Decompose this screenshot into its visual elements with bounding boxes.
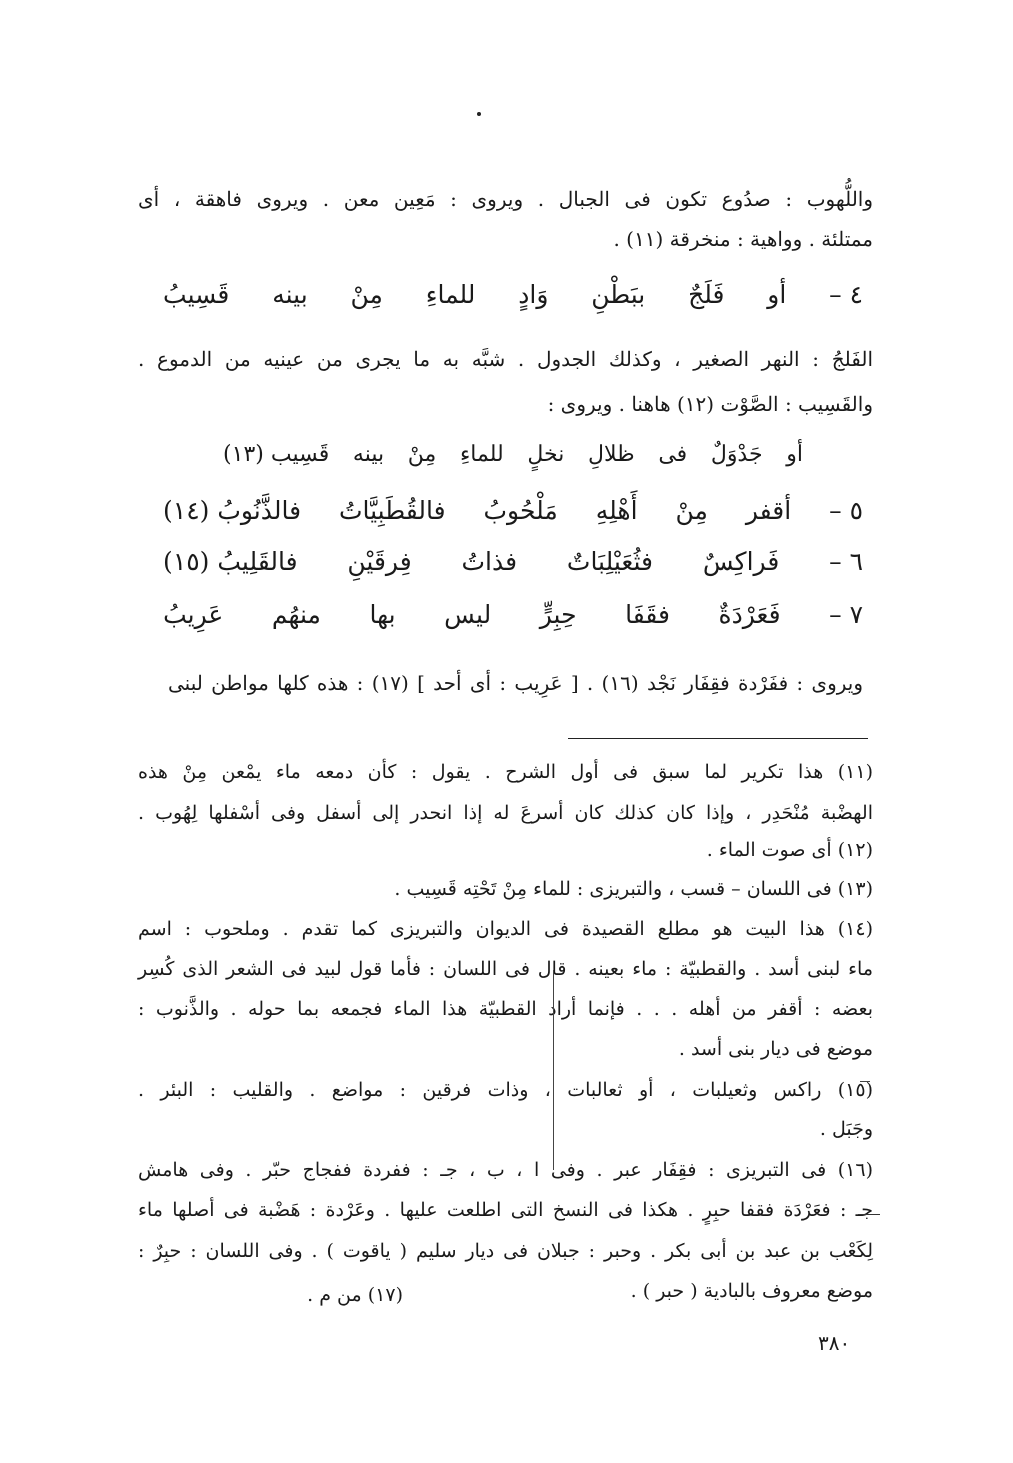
footnote-line: لِكَعْب بن عبد بن أبى بكر . وحبر : جبلان فى ديار سليم ( ياقوت ) . وفى اللسان : حبِرٌ : [138, 1240, 873, 1262]
verse-5 [163, 494, 863, 528]
footnote-line: (١١) هذا تكرير لما سبق فى أول الشرح . يقول : كأن دمعه ماء يمْعن مِنْ هذه [138, 761, 873, 783]
verse-word: قَسِيبُ [163, 280, 230, 309]
verse-7 [163, 598, 863, 632]
verse-word: فقَفَا [625, 600, 670, 629]
verse-word: ليس [444, 600, 492, 629]
verse-word: جَدْوَلٌ [710, 442, 763, 467]
verse-word: فثُعَيْلِبَاتٌ [566, 547, 653, 576]
verse-word: أو [767, 280, 787, 309]
body-line: والقَسِيب : الصَّوْت (١٢) هاهنا . ويروى : [547, 392, 873, 416]
verse-word: ٦ – [829, 547, 863, 576]
verse-word: للماءِ [425, 280, 476, 309]
body-line: الفَلجُ : النهر الصغير ، وكذلك الجدول . شبَّه به ما يجرى من عينيه من الدموع . [138, 347, 873, 371]
footnote-line: جـ : فعَرْدَة فقفا حبِرٍ . هكذا فى النسخ التى اطلعت عليها . وعَرْدة : هَضْبة فى أصلها ماء [138, 1199, 873, 1221]
verse-word: أو [786, 442, 803, 467]
footnote-line: (١٤) هذا البيت هو مطلع القصيدة فى الديوان والتبريزى كما تقدم . وملحوب : اسم [138, 918, 873, 940]
margin-tick [860, 1081, 870, 1082]
footnote-line: وجَبَل . [819, 1118, 873, 1140]
footnote-line: موضع فى ديار بنى أسد . [678, 1038, 873, 1060]
verse-word: بينه [352, 442, 385, 467]
verse-word: بينه [272, 280, 308, 309]
verse-6 [163, 545, 863, 579]
stray-dot [477, 112, 481, 116]
verse-4 [163, 278, 863, 312]
page-number: ٣٨٠ [818, 1331, 851, 1355]
verse-variant [223, 438, 803, 472]
verse-word: ببَطْنِ [591, 280, 646, 309]
verse-word: أَهْلِهِ [595, 496, 638, 525]
verse-word: عَرِيبُ [163, 600, 224, 629]
footnote-line: (١٣) فى اللسان – قسب ، والتبريزى : للماء مِنْ تَحْتِه قَسِيب . [394, 878, 873, 900]
verse-word: مِنْ [350, 280, 383, 309]
verse-word: للماءِ [459, 442, 504, 467]
verse-word: ٤ – [829, 280, 863, 309]
footnote-separator [568, 738, 868, 739]
body-line: واللُّهوب : صدُوع تكون فى الجبال . ويروى : مَعِين معن . ويروى فاهقة ، أى [138, 187, 873, 211]
margin-rule [553, 970, 554, 1170]
verse-word: مِنْ [675, 496, 708, 525]
footnote-line: (١٧) من م . [307, 1284, 403, 1306]
body-line: ويروى : ففَرْدة فقِفَار نَجْد (١٦) . [ عَرِيب : أى أحد ] (١٧) : هذه كلها مواطن لبنى [168, 671, 864, 695]
verse-word: فالقَلِيبُ (١٥) [163, 547, 298, 576]
verse-word: فذاتُ [461, 547, 518, 576]
verse-word: ٥ – [829, 496, 863, 525]
footnote-line: (١٦) فى التبريزى : فقِفَار عبر . وفى ا ، ب ، جـ : ففردة ففجاج حبّر . وفى هامش [138, 1159, 873, 1181]
verse-word: قَسِيب (١٣) [223, 442, 330, 467]
footnote-line: الهضْبة مُنْحَدِر ، وإذا كان كذلك كان أسرعَ له إذا انحدر إلى أسفل وفى أسْفلها لِهُوب . [138, 802, 873, 824]
verse-word: فالذَّنُوبُ (١٤) [163, 496, 302, 525]
margin-dash [858, 1214, 880, 1215]
verse-word: ظلالِ [588, 442, 635, 467]
verse-word: أقفر [745, 496, 792, 525]
footnote-line: موضع معروف بالبادية ( حبر ) . [630, 1280, 873, 1302]
verse-word: حِبِرٍّ [539, 600, 577, 629]
verse-word: فالقُطَبِيَّاتُ [338, 496, 446, 525]
verse-word: نخلٍ [527, 442, 565, 467]
footnote-line: ماء لبنى أسد . والقطبيّة : ماء بعينه . قال فى اللسان : فأما قول لبيد فى الشعر الذى كُسِر [138, 958, 873, 980]
body-line: ممتلئة . وواهية : منخرقة (١١) . [613, 227, 873, 251]
verse-word: وَادٍ [518, 280, 549, 309]
verse-word: بها [369, 600, 396, 629]
footnote-line: بعضه : أقفر من أهله . . . فإنما أراد القطبيّة هذا الماء فجمعه بما حوله . والذَّنوب : [138, 998, 873, 1020]
footnote-line: (١٢) أى صوت الماء . [706, 839, 873, 861]
verse-word: منهُم [271, 600, 321, 629]
verse-word: مَلْحُوبُ [483, 496, 558, 525]
verse-word: فى [658, 442, 688, 467]
verse-word: فِرقَيْنِ [347, 547, 412, 576]
verse-word: مِنْ [407, 442, 437, 467]
verse-word: ٧ – [829, 600, 863, 629]
verse-word: فَلَجٌ [688, 280, 725, 309]
verse-word: فَراكِسٌ [702, 547, 780, 576]
verse-word: فَعَرْدَةٌ [718, 600, 781, 629]
footnote-line: (١٥) راكس وثعيلبات ، أو ثعالبات ، وذات فرقين : مواضع . والقليب : البئر . [138, 1079, 873, 1101]
